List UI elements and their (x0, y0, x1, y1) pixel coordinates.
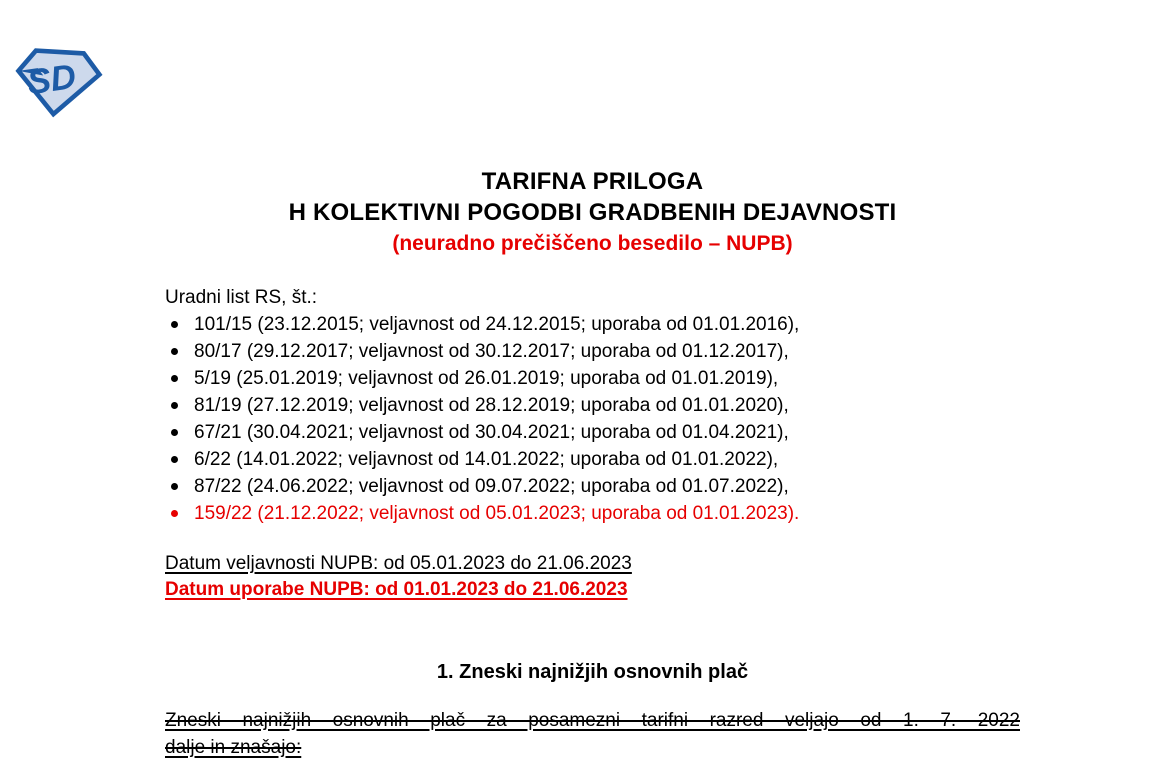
gazette-item-text: 80/17 (29.12.2017; veljavnost od 30.12.2017; uporaba od 01.12.2017), (194, 341, 789, 362)
gazette-item-text: 81/19 (27.12.2019; veljavnost od 28.12.2019; uporaba od 01.01.2020), (194, 395, 789, 416)
validity-date-line: Datum veljavnosti NUPB: od 05.01.2023 do 21.06.2023 (165, 553, 632, 574)
sd-logo-graphic (12, 42, 104, 120)
bullet-icon (171, 375, 178, 382)
gazette-item-text: 5/19 (25.01.2019; veljavnost od 26.01.2019; uporaba od 01.01.2019), (194, 368, 779, 389)
gazette-section (165, 284, 1035, 527)
gazette-item (165, 365, 1035, 392)
gazette-item-text: 159/22 (21.12.2022; veljavnost od 05.01.2023; uporaba od 01.01.2023). (194, 503, 800, 524)
sd-diamond-logo (12, 42, 104, 120)
sd-logo-letters: SD (24, 56, 79, 103)
title-line-2: H KOLEKTIVNI POGODBI GRADBENIH DEJAVNOSTI (288, 199, 897, 226)
document-heading (165, 166, 1020, 259)
gazette-intro: Uradni list RS, št.: (165, 287, 318, 308)
validity-dates (165, 551, 632, 603)
bullet-icon (171, 321, 178, 328)
bullet-icon (171, 483, 178, 490)
bullet-icon (171, 429, 178, 436)
struck-paragraph (165, 707, 1020, 761)
gazette-item-text: 87/22 (24.06.2022; veljavnost od 09.07.2022; uporaba od 01.07.2022), (194, 476, 789, 497)
gazette-item (165, 338, 1035, 365)
gazette-item (165, 392, 1035, 419)
usage-date-line: Datum uporabe NUPB: od 01.01.2023 do 21.06.2023 (165, 579, 628, 600)
subtitle-red: (neuradno prečiščeno besedilo – NUPB) (392, 232, 793, 255)
struck-paragraph-line-1: Zneski najnižjih osnovnih plač za posamezni tarifni razred veljajo od 1. 7. 2022 (165, 710, 1020, 731)
bullet-icon (171, 456, 178, 463)
gazette-item (165, 473, 1035, 500)
bullet-icon (171, 402, 178, 409)
section-1-title: 1. Zneski najnižjih osnovnih plač (436, 661, 749, 683)
gazette-item-text: 6/22 (14.01.2022; veljavnost od 14.01.2022; uporaba od 01.01.2022), (194, 449, 779, 470)
gazette-item-text: 67/21 (30.04.2021; veljavnost od 30.04.2021; uporaba od 01.04.2021), (194, 422, 789, 443)
title-line-1: TARIFNA PRILOGA (481, 168, 704, 195)
bullet-icon (171, 348, 178, 355)
gazette-item-red (165, 500, 1035, 527)
gazette-list (165, 311, 1035, 527)
gazette-item-text: 101/15 (23.12.2015; veljavnost od 24.12.2015; uporaba od 01.01.2016), (194, 314, 800, 335)
gazette-item (165, 311, 1035, 338)
bullet-icon (171, 510, 178, 517)
gazette-item (165, 419, 1035, 446)
gazette-item (165, 446, 1035, 473)
struck-paragraph-line-2-clipped: dalje in znašajo: (165, 737, 302, 758)
